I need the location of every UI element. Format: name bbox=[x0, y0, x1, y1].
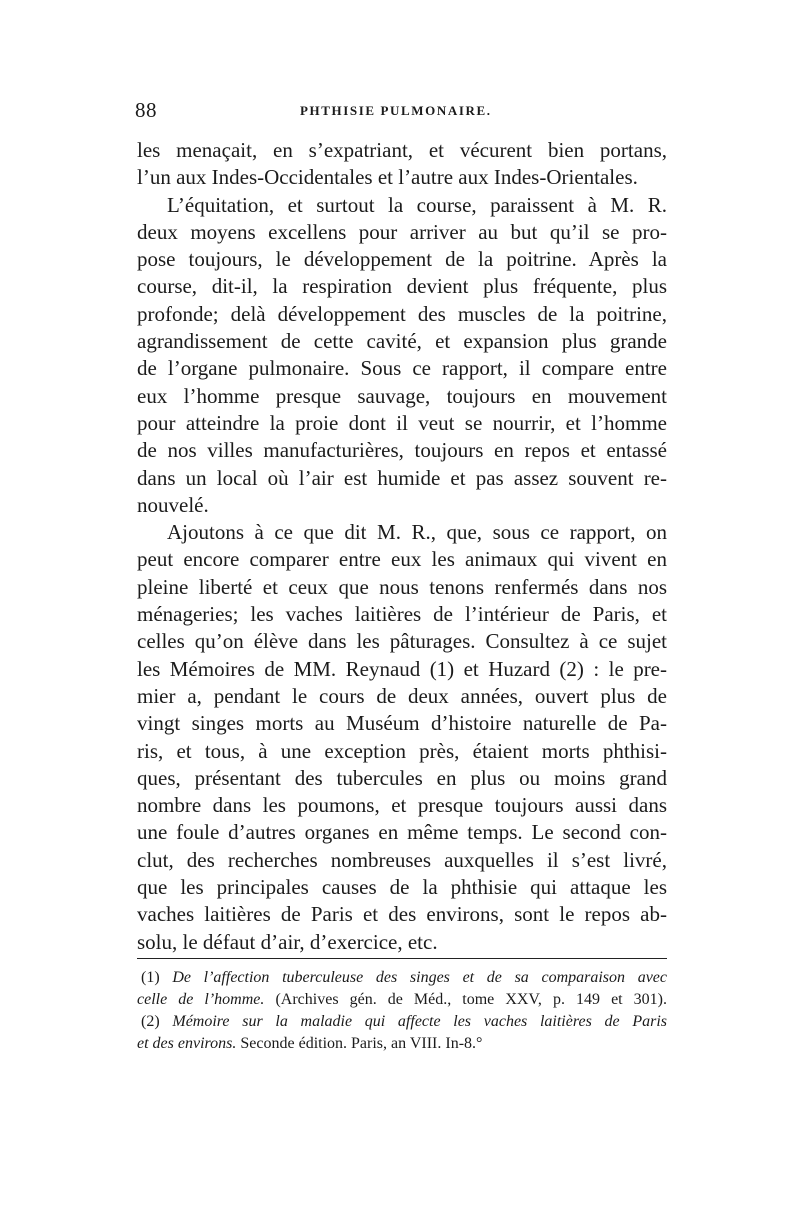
text-line: les Mémoires de MM. Reynaud (1) et Huzard (2) : le pre- bbox=[137, 656, 667, 681]
text-line: celles qu’on élève dans les pâturages. Consultez à ce sujet bbox=[137, 629, 667, 654]
footnote-2-source: Seconde édition. Paris, an VIII. In-8.° bbox=[240, 1035, 483, 1052]
footnote-1 bbox=[137, 967, 667, 989]
footnote-1-title-cont: celle de l’homme. bbox=[137, 991, 265, 1008]
text-line: ques, présentant des tubercules en plus ou moins grand bbox=[137, 765, 667, 790]
footnote-2-cont bbox=[137, 1033, 667, 1055]
text-line: deux moyens excellens pour arriver au but qu’il se pro- bbox=[137, 219, 667, 244]
text-line: L’équitation, et surtout la course, paraissent à M. R. bbox=[167, 192, 667, 217]
footnotes bbox=[137, 967, 667, 1055]
text-line: agrandissement de cette cavité, et expansion plus grande bbox=[137, 329, 667, 354]
text-line: dans un local où l’air est humide et pas assez souvent re- bbox=[137, 465, 667, 490]
footnote-1-title: De l’affection tuberculeuse des singes et de sa comparaison avec bbox=[172, 969, 667, 986]
text-line: course, dit-il, la respiration devient plus fréquente, plus bbox=[137, 274, 667, 299]
text-line: de nos villes manufacturières, toujours en repos et entassé bbox=[137, 438, 667, 463]
running-head: PHTHISIE PULMONAIRE. bbox=[300, 103, 492, 118]
text-line: l’un aux Indes-Occidentales et l’autre aux Indes-Orientales. bbox=[137, 165, 638, 190]
text-line: profonde; delà développement des muscles de la poitrine, bbox=[137, 301, 667, 326]
text-line: vingt singes morts au Muséum d’histoire naturelle de Pa- bbox=[137, 711, 667, 736]
text-line: pleine liberté et ceux que nous tenons renfermés dans nos bbox=[137, 574, 667, 599]
body-text bbox=[137, 137, 667, 956]
text-line: solu, le défaut d’air, d’exercice, etc. bbox=[137, 929, 438, 954]
footnote-1-cont bbox=[137, 989, 667, 1011]
footnote-2-marker: (2) bbox=[141, 1013, 160, 1030]
text-line: clut, des recherches nombreuses auxquelles il s’est livré, bbox=[137, 847, 667, 872]
text-line: nouvelé. bbox=[137, 492, 209, 517]
text-line: que les principales causes de la phthisie qui attaque les bbox=[137, 875, 667, 900]
text-line: nombre dans les poumons, et presque toujours aussi dans bbox=[137, 793, 667, 818]
text-line: Ajoutons à ce que dit M. R., que, sous ce rapport, on bbox=[167, 520, 667, 545]
text-line: mier a, pendant le cours de deux années, ouvert plus de bbox=[137, 683, 667, 708]
page-number: 88 bbox=[135, 98, 157, 122]
text-line: une foule d’autres organes en même temps. Le second con- bbox=[137, 820, 667, 845]
page-header bbox=[135, 98, 665, 126]
footnote-1-marker: (1) bbox=[141, 969, 160, 986]
text-line: pose toujours, le développement de la poitrine. Après la bbox=[137, 247, 667, 272]
text-line: vaches laitières de Paris et des environs, sont le repos ab- bbox=[137, 902, 667, 927]
footnote-2 bbox=[137, 1011, 667, 1033]
text-line: eux l’homme presque sauvage, toujours en mouvement bbox=[137, 383, 667, 408]
text-line: de l’organe pulmonaire. Sous ce rapport, il compare entre bbox=[137, 356, 667, 381]
footnote-2-title: Mémoire sur la maladie qui affecte les vaches laitières de Paris bbox=[172, 1013, 667, 1030]
footnote-divider bbox=[137, 958, 667, 959]
text-line: pour atteindre la proie dont il veut se nourrir, et l’homme bbox=[137, 410, 667, 435]
text-line: les menaçait, en s’expatriant, et vécurent bien portans, bbox=[137, 138, 667, 162]
footnote-1-source: (Archives gén. de Méd., tome XXV, p. 149 et 301). bbox=[275, 991, 668, 1008]
text-line: ris, et tous, à une exception près, étaient morts phthisi- bbox=[137, 738, 667, 763]
text-line: ménageries; les vaches laitières de l’intérieur de Paris, et bbox=[137, 602, 667, 627]
text-line: peut encore comparer entre eux les animaux qui vivent en bbox=[137, 547, 667, 572]
footnote-2-title-cont: et des environs. bbox=[137, 1035, 237, 1052]
